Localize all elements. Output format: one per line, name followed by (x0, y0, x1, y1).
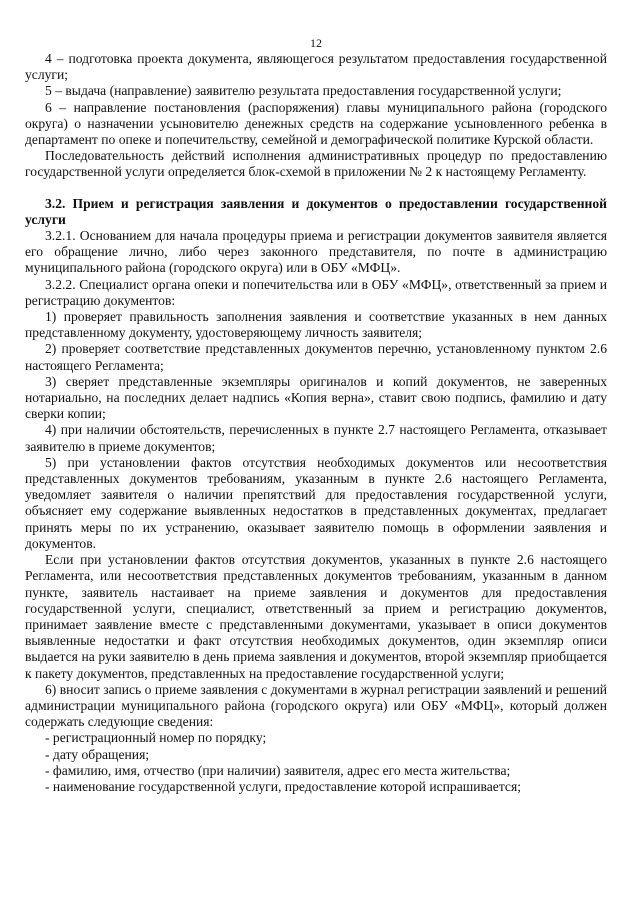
page-number: 12 (310, 36, 322, 50)
list-item-service-name: - наименование государственной услуги, предоставление которой испрашивается; (45, 778, 521, 794)
paragraph-item-6: 6) вносит запись о приеме заявления с документами в журнал регистрации заявлений и решений администрации муниципального района (городского округа) или ОБУ «МФЦ», который должен содержать следующие сведения: (25, 681, 607, 730)
list-item-date: - дату обращения; (45, 746, 150, 762)
list-item-registration-number: - регистрационный номер по порядку; (45, 730, 267, 746)
paragraph-step-4: 4 – подготовка проекта документа, являющегося результатом предоставления государственной услуги; (25, 51, 607, 83)
paragraph-item-1: 1) проверяет правильность заполнения заявления и соответствие указанных в нем данных представленному документу, удостоверяющему личность заявителя; (25, 309, 607, 341)
paragraph-item-3: 3) сверяет представленные экземпляры оригиналов и копий документов, не заверенных нотариально, на последних делает надпись «Копия верна», ставит свою подпись, фамилию и дату сверки копии; (25, 373, 607, 422)
paragraph-missing-documents: Если при установлении фактов отсутствия документов, указанных в пункте 2.6 настоящего Регламента, или несоответствия представленных документов требованиям, указанным в данном пункте, заявитель настаивает на приеме заявления и документов для предоставления государственной услуги, специалист, ответственный за прием и регистрацию документов, принимает заявление вместе с представленными документами, указывает в описи документов выявленные недостатки и факт отсутствия необходимых документов, один экземпляр описи выдается на руки заявителю в день приема заявления и документов, второй экземпляр приобщается к пакету документов, представленных на предоставление государственной услуги; (25, 552, 607, 681)
paragraph-step-6: 6 – направление постановления (распоряжения) главы муниципального района (городского округа) о назначении усыновителю денежных средств на содержание усыновленного ребенка в департамент по опеке и попечительству, семейной и демографической политике Курской области. (25, 99, 607, 148)
section-heading: 3.2. Прием и регистрация заявления и документов о предоставлении государственной услуги (25, 195, 607, 227)
paragraph-sequence-note: Последовательность действий исполнения административных процедур по предоставлению государственной услуги определяется блок-схемой в приложении № 2 к настоящему Регламенту. (25, 148, 607, 180)
paragraph-item-5: 5) при установлении фактов отсутствия необходимых документов или несоответствия представленных документов требованиям, указанным в пункте 2.6 настоящего Регламента, уведомляет заявителя о наличии препятствий для предоставления государственной услуги, объясняет ему содержание выявленных недостатков в представленных документах, предлагает принять меры по их устранению, оказывает заявителю помощь в оформлении заявления и документов. (25, 454, 607, 551)
list-item-applicant-name: - фамилию, имя, отчество (при наличии) заявителя, адрес его места жительства; (45, 762, 511, 778)
paragraph-step-5: 5 – выдача (направление) заявителю результата предоставления государственной услуги; (45, 83, 562, 99)
paragraph-item-2: 2) проверяет соответствие представленных документов перечню, установленному пунктом 2.6 настоящего Регламента; (25, 341, 607, 373)
paragraph-3-2-2: 3.2.2. Специалист органа опеки и попечительства или в ОБУ «МФЦ», ответственный за прием и регистрацию документов: (25, 276, 607, 308)
section-gap (25, 181, 607, 196)
paragraph-3-2-1: 3.2.1. Основанием для начала процедуры приема и регистрации документов заявителя является его обращение лично, либо через законного представителя, по почте в администрацию муниципального района (городского округа) или в ОБУ «МФЦ». (25, 228, 607, 276)
paragraph-item-4: 4) при наличии обстоятельств, перечисленных в пункте 2.7 настоящего Регламента, отказывает заявителю в приеме документов; (25, 422, 607, 454)
